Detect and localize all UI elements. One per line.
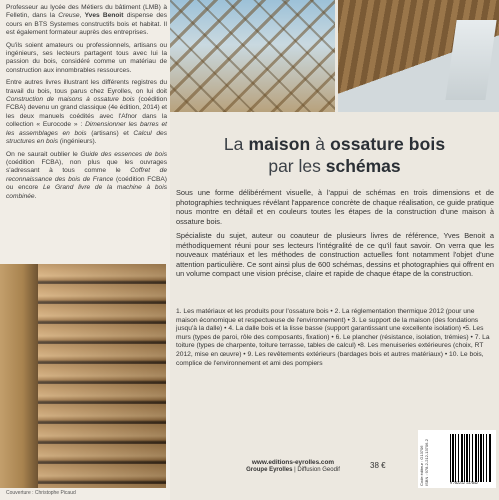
price: 38 € <box>370 461 386 470</box>
bio-text: (ingénieurs). <box>58 138 97 146</box>
bio-text: Construction de maisons à ossature bois <box>6 96 135 104</box>
bio-text: Le Grand livre de la machine à bois combinée <box>6 184 167 200</box>
author-bio <box>6 4 167 205</box>
bio-text: Dimensionner les barres et les assemblages en bois <box>6 121 167 137</box>
bio-text: Qu'ils soient amateurs ou professionnels, artisans ou ingénieurs, ses lecteurs partagent tous avec lui la passion du bois, considéré comme un matériau de construction aux innombrables ressources. <box>6 41 167 74</box>
barcode-block <box>418 430 496 488</box>
bio-paragraph <box>6 4 167 38</box>
bio-paragraph <box>6 151 167 201</box>
distributor: | Diffusion Geodif <box>292 467 340 473</box>
title-bold: maison <box>248 134 311 154</box>
title-text: La <box>223 134 249 154</box>
publisher-name: Groupe Eyrolles <box>246 467 293 473</box>
description-paragraph: Sous une forme délibérément visuelle, à l'appui de schémas en trois dimensions et de photographies techniques révélant l'apparence concrète de chaque réalisation, ce guide pratique nous montre en détail et en couleurs toutes les étapes de la construction d'une maison à ossature bois. <box>176 188 494 226</box>
bio-text: Coffret de reconnaissance des bois de France <box>6 167 167 183</box>
bio-text: (coédition FCBA) ou encore <box>6 175 167 192</box>
isbn: ISBN : 978-2-212-13706-2 <box>424 439 429 486</box>
bio-text: dispense des cours en BTS Systemes constructifs bois et habitat. Il est également formateur auprès des entreprises. <box>6 12 167 37</box>
bio-paragraph <box>6 79 167 146</box>
bio-text: Guide des essences de bois <box>80 150 167 158</box>
cover-credit: Couverture : Christophe Picaud <box>6 490 76 496</box>
isbn-codes <box>419 432 447 486</box>
title-bold: schémas <box>325 156 401 176</box>
publisher-line <box>227 467 359 473</box>
bio-text: (coédition FCBA) devenu un grand classique (4e édition, 2014) et les deux manuels coédités avec l'Afnor dans la collection « Eurocode » : <box>6 96 167 129</box>
book-description <box>176 188 494 284</box>
bio-text: Entre autres livres illustrant les différents registres du travail du bois, tous parus chez Eyrolles, on lui doit <box>6 79 167 95</box>
barcode-digits: 9 782212 137842 <box>450 481 478 485</box>
timber-frame-roof-photo <box>170 0 335 112</box>
title-text: à <box>310 134 331 154</box>
description-paragraph: Spécialiste du sujet, auteur ou coauteur de plusieurs livres de référence, Yves Benoit a méthodiquement réuni pour ses lecteurs l'intégralité de ce qu'il faut savoir. On verra que les nouveaux matériaux et les méthodes de construction actuelles font notamment l'objet d'une attention particulière. Ce sont ainsi plus de 600 schémas, dessins et photographies qui offrent en un volume compact une vision précise, claire et rapide de chaque étape de la construction. <box>176 231 494 278</box>
table-of-contents: 1. Les matériaux et les produits pour l'ossature bois • 2. La réglementation thermique 2012 (pour une maison économique et respectueuse de l'environnement) • 3. Le support de la maison (des fondations jusqu'à la dalle) • 4. La dalle bois et la lisse basse (support garantissant une excellente isolation) •5. Les murs (types de paroi, rôle des composants, fixation) • 6. Le plancher (résistance, isolation, trémies) • 7. La toiture (types de charpente, toiture terrasse, tables de calcul) •8. Les menuiseries extérieures (choix, RT 2012, mise en œuvre) • 9. Les revêtements extérieurs (bardages bois et autres matériaux) • 10. Le bois, complice de l'environnement et ami des pompiers <box>176 308 490 367</box>
bio-text: (coédition FCBA), non plus que les ouvrages s'adressant à tous comme le <box>6 158 167 175</box>
bio-text: , <box>79 12 85 20</box>
bio-text: Yves Benoit <box>84 12 124 20</box>
wood-cladding-photo <box>0 264 166 488</box>
bio-text: . <box>34 192 37 200</box>
title-bold: ossature bois <box>330 134 446 154</box>
bio-paragraph <box>6 42 167 76</box>
bio-text: Creuse <box>58 12 80 20</box>
roof-construction-photo <box>338 0 499 112</box>
editor-code: Code éditeur : G13706 <box>419 445 424 486</box>
back-cover-left-column <box>0 0 170 500</box>
bio-text: (artisans) et <box>86 129 134 137</box>
bio-text: Calcul des structures en bois <box>6 129 167 146</box>
publisher-website: www.editions-eyrolles.com <box>251 459 335 466</box>
book-title-line2 <box>170 156 499 177</box>
bio-text: Professeur au lycée des Métiers du bâtiment (LMB) à Felletin, dans la <box>6 4 167 20</box>
book-title-line1 <box>170 134 499 155</box>
title-text: par les <box>268 156 326 176</box>
barcode <box>450 434 492 482</box>
bio-text: On ne saurait oublier le <box>6 150 81 158</box>
